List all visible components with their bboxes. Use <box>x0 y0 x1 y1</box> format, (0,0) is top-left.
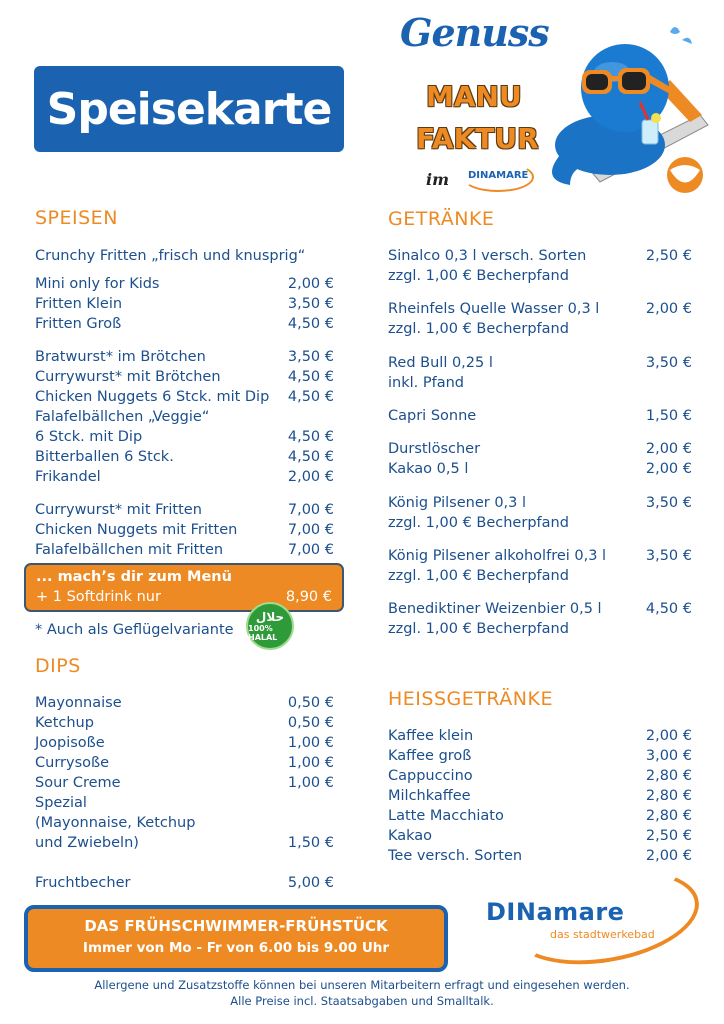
drink-item-name: Capri Sonne <box>388 408 477 424</box>
menu-item-price: 4,50 € <box>287 316 334 332</box>
title-banner <box>34 66 344 152</box>
hot-drink-name: Latte Macchiato <box>388 808 504 824</box>
hot-drink-name: Kakao <box>388 828 433 844</box>
drink-item-price: 2,00 € <box>645 301 692 317</box>
menu-item-name: Chicken Nuggets mit Fritten <box>35 522 238 538</box>
drink-item-price: 2,50 € <box>645 248 692 264</box>
dinamare-logo <box>480 872 700 962</box>
drink-item-note: inkl. Pfand <box>388 375 464 391</box>
breakfast-title: DAS FRÜHSCHWIMMER-FRÜHSTÜCK <box>84 917 388 935</box>
menu-item-price: 2,00 € <box>287 276 334 292</box>
poultry-footnote: * Auch als Geflügelvariante <box>35 622 234 638</box>
drink-item-price: 2,00 € <box>645 441 692 457</box>
dip-spezial-line2: (Mayonnaise, Ketchup <box>35 815 196 831</box>
logo-faktur-text: FAKTUR <box>416 122 539 155</box>
breakfast-subtitle: Immer von Mo - Fr von 6.00 bis 9.00 Uhr <box>82 940 390 956</box>
hot-drink-name: Tee versch. Sorten <box>388 848 523 864</box>
drink-item-price: 3,50 € <box>645 495 692 511</box>
section-title-heissgetraenke: HEISSGETRÄNKE <box>388 688 553 710</box>
dip-item-price: 1,00 € <box>287 755 334 771</box>
dip-item-name: Ketchup <box>35 715 94 731</box>
menu-item-name: Chicken Nuggets 6 Stck. mit Dip <box>35 389 270 405</box>
menu-item-price: 4,50 € <box>287 449 334 465</box>
menu-item-name: Falafelbällchen mit Fritten <box>35 542 224 558</box>
dip-item-price: 0,50 € <box>287 695 334 711</box>
hot-drink-name: Kaffee klein <box>388 728 474 744</box>
dip-item-name: Currysoße <box>35 755 110 771</box>
menu-item-price: 7,00 € <box>287 542 334 558</box>
logo-genuss-text: Genuss <box>400 10 549 55</box>
dinamare-tagline: das stadtwerkebad <box>550 928 655 941</box>
menu-item-name: Mini only for Kids <box>35 276 160 292</box>
drink-item-note: zzgl. 1,00 € Becherpfand <box>388 515 569 531</box>
menu-item-price: 4,50 € <box>287 369 334 385</box>
menu-item-name: Frikandel <box>35 469 101 485</box>
menu-item-name: Bratwurst* im Brötchen <box>35 349 206 365</box>
drink-item-name: Rheinfels Quelle Wasser 0,3 l <box>388 301 600 317</box>
hot-drink-price: 2,80 € <box>645 808 692 824</box>
halal-label: 100% HALAL <box>248 624 278 642</box>
halal-arabic-text: حلال <box>255 610 285 624</box>
hot-drink-price: 2,00 € <box>645 848 692 864</box>
drink-item-name: Durstlöscher <box>388 441 481 457</box>
dolphin-mascot-icon <box>530 20 710 195</box>
drink-item-name: Sinalco 0,3 l versch. Sorten <box>388 248 587 264</box>
dip-spezial-price: 1,50 € <box>287 835 334 851</box>
dip-item-name: Sour Creme <box>35 775 121 791</box>
halal-badge-icon <box>246 602 294 650</box>
menu-item-name: Fritten Groß <box>35 316 122 332</box>
hot-drink-name: Milchkaffee <box>388 788 471 804</box>
menu-item-price: 4,50 € <box>287 429 334 445</box>
drink-item-price: 3,50 € <box>645 355 692 371</box>
drink-item-name: König Pilsener alkoholfrei 0,3 l <box>388 548 607 564</box>
menu-item-price: 2,00 € <box>287 469 334 485</box>
page-title: Speisekarte <box>46 83 332 135</box>
footer-line-allergens: Allergene und Zusatzstoffe können bei unseren Mitarbeitern erfragt und eingesehen werden. <box>94 978 630 992</box>
menu-item-name: 6 Stck. mit Dip <box>35 429 143 445</box>
menu-item-price: 3,50 € <box>287 296 334 312</box>
dip-spezial-line3: und Zwiebeln) <box>35 835 139 851</box>
drink-item-note: zzgl. 1,00 € Becherpfand <box>388 621 569 637</box>
menu-item-price: 3,50 € <box>287 349 334 365</box>
speisen-intro: Crunchy Fritten „frisch und knusprig“ <box>35 248 306 264</box>
menu-item-name: Currywurst* mit Brötchen <box>35 369 221 385</box>
drink-item-price: 1,50 € <box>645 408 692 424</box>
drink-item-note: zzgl. 1,00 € Becherpfand <box>388 321 569 337</box>
dip-item-name: Mayonnaise <box>35 695 122 711</box>
footer-line-prices: Alle Preise incl. Staatsabgaben und Smalltalk. <box>230 994 494 1008</box>
drink-item-price: 2,00 € <box>645 461 692 477</box>
hot-drink-price: 2,50 € <box>645 828 692 844</box>
menu-offer-line2: + 1 Softdrink nur <box>36 589 161 605</box>
logo-small-brand: DINAMARE <box>468 170 529 181</box>
drink-item-price: 4,50 € <box>645 601 692 617</box>
menu-item-name: Fritten Klein <box>35 296 123 312</box>
drink-item-name: Benediktiner Weizenbier 0,5 l <box>388 601 602 617</box>
drink-item-name: Kakao 0,5 l <box>388 461 469 477</box>
dip-item-price: 1,00 € <box>287 735 334 751</box>
menu-item-name: Bitterballen 6 Stck. <box>35 449 174 465</box>
drink-item-note: zzgl. 1,00 € Becherpfand <box>388 568 569 584</box>
fruchtbecher-price: 5,00 € <box>287 875 334 891</box>
menu-offer-price: 8,90 € <box>285 589 332 605</box>
menu-item-price: 7,00 € <box>287 522 334 538</box>
footer-notes <box>0 977 724 1009</box>
dip-item-price: 1,00 € <box>287 775 334 791</box>
dip-spezial-line1: Spezial <box>35 795 87 811</box>
logo-im-text: im <box>426 170 450 189</box>
drink-item-price: 3,50 € <box>645 548 692 564</box>
menu-item-price: 7,00 € <box>287 502 334 518</box>
hot-drink-price: 3,00 € <box>645 748 692 764</box>
drink-item-name: König Pilsener 0,3 l <box>388 495 527 511</box>
hot-drink-name: Kaffee groß <box>388 748 472 764</box>
menu-item-name: Currywurst* mit Fritten <box>35 502 202 518</box>
dinamare-brand-name: DINamare <box>486 898 625 926</box>
dip-item-price: 0,50 € <box>287 715 334 731</box>
section-title-speisen: SPEISEN <box>35 207 118 229</box>
dip-item-name: Joopisoße <box>35 735 105 751</box>
hot-drink-price: 2,80 € <box>645 768 692 784</box>
hot-drink-price: 2,80 € <box>645 788 692 804</box>
hot-drink-price: 2,00 € <box>645 728 692 744</box>
menu-item-price: 4,50 € <box>287 389 334 405</box>
menu-item-name: Falafelbällchen „Veggie“ <box>35 409 210 425</box>
logo-manu-text: MANU <box>426 80 522 113</box>
drink-item-name: Red Bull 0,25 l <box>388 355 493 371</box>
hot-drink-name: Cappuccino <box>388 768 473 784</box>
genuss-manufaktur-logo <box>400 10 710 195</box>
section-title-dips: DIPS <box>35 655 81 677</box>
fruchtbecher-name: Fruchtbecher <box>35 875 131 891</box>
menu-offer-box <box>24 563 344 612</box>
section-title-getraenke: GETRÄNKE <box>388 208 495 230</box>
menu-offer-line1: ... mach’s dir zum Menü <box>36 569 232 585</box>
drink-item-note: zzgl. 1,00 € Becherpfand <box>388 268 569 284</box>
breakfast-banner <box>24 905 448 972</box>
